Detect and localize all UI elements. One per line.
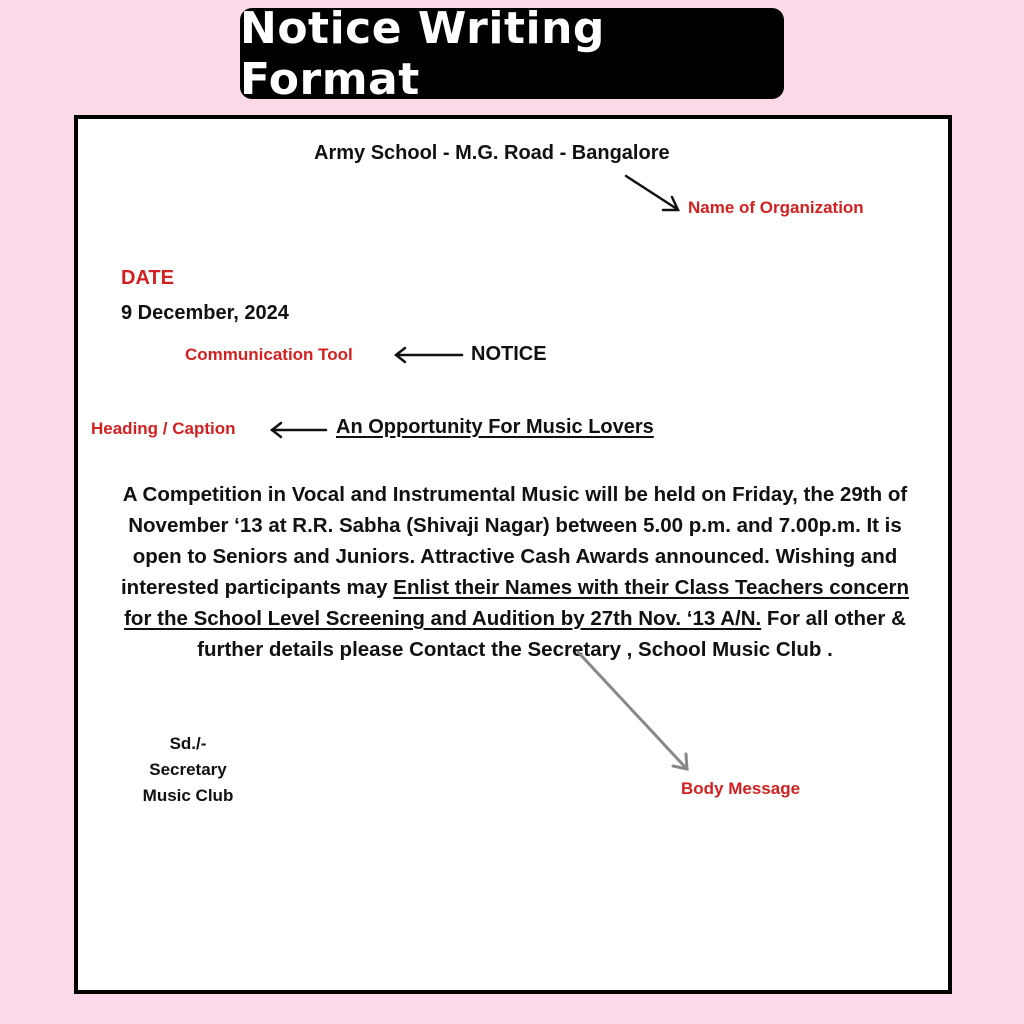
signature-line-3: Music Club [142, 786, 234, 805]
body-text-part1: A Competition in Vocal and Instrumental Music will be held on Friday, the 29th of November ‘13 at R.R. Sabha (Shivaji Nagar) between 5.00 p.m. and 7.00p.m. It is open to Seniors and Juniors. Attractive Cash Awards announced. Wishing and interested participants may [120, 483, 908, 599]
signature-line-2: Secretary [149, 760, 227, 779]
notice-word: NOTICE [471, 343, 547, 365]
body-text-underlined: Enlist their Names with their Class Teachers concern for the School Level Screening and Audition by 27th Nov. ‘13 A/N. [124, 576, 909, 630]
title-banner [240, 2, 784, 105]
tool-annotation: Communication Tool [185, 345, 353, 364]
date-heading: DATE [121, 267, 174, 289]
organization-name: Army School - M.G. Road - Bangalore [314, 142, 670, 164]
notice-body [110, 479, 920, 665]
body-annotation: Body Message [681, 779, 801, 798]
signature-block [128, 731, 248, 809]
page-title: Notice Writing Format [240, 2, 605, 105]
signature-line-1: Sd./- [169, 734, 207, 753]
organization-annotation: Name of Organization [688, 198, 864, 217]
body-text-part2: For all other & further details please Contact the Secretary , School Music Club . [197, 607, 906, 661]
caption-annotation: Heading / Caption [91, 419, 236, 438]
notice-caption: An Opportunity For Music Lovers [336, 416, 654, 438]
date-value: 9 December, 2024 [121, 302, 289, 324]
